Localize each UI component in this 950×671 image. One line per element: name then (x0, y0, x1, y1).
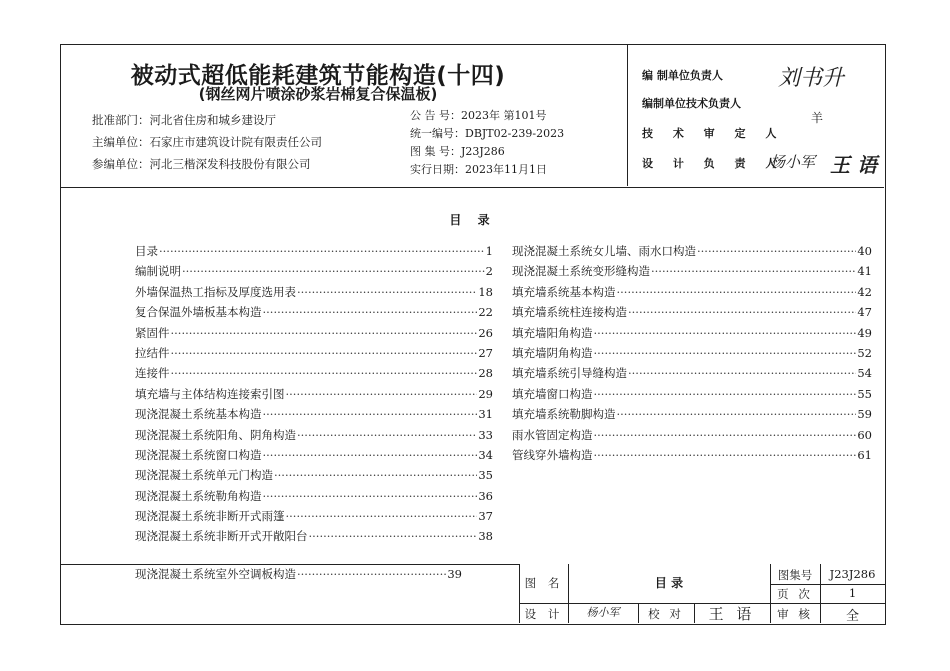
signature-unit-head: 刘书升 (778, 66, 845, 91)
toc-item-page: 54 (857, 366, 872, 381)
tb-line (770, 584, 885, 585)
tb-check-label: 校 对 (648, 607, 684, 621)
toc-item-page: 61 (857, 447, 872, 462)
role-tech-head: 编制单位技术负责人 (642, 97, 741, 110)
toc-item[interactable] (512, 425, 872, 445)
signature-panel (628, 45, 884, 186)
toc-leader (171, 363, 478, 383)
toc-item[interactable] (135, 363, 493, 383)
toc-leader (297, 425, 477, 445)
toc-item-title: 现浇混凝土系统窗口构造 (135, 447, 262, 462)
unified-no: 统一编号：DBJT02-239-2023 (410, 127, 565, 140)
toc-leader (594, 425, 857, 445)
toc-item[interactable] (135, 384, 493, 404)
toc-leader (594, 343, 857, 363)
toc-item-page: 1 (485, 244, 493, 258)
toc-item-title: 填充墙阴角构造 (512, 345, 593, 360)
toc-item[interactable] (135, 486, 493, 506)
signature-design-head-1: 杨小军 (770, 153, 816, 171)
toc-item-page: 41 (857, 264, 872, 279)
tb-review-label: 审 核 (777, 607, 813, 621)
toc-item-page: 34 (478, 447, 493, 462)
toc-item-page: 18 (478, 284, 493, 299)
tb-page-no-label: 页 次 (777, 587, 813, 601)
tb-design-signature: 杨小军 (586, 606, 620, 619)
toc-item-title: 现浇混凝土系统基本构造 (135, 407, 262, 422)
tb-drawing-name: 目 录 (654, 576, 684, 590)
toc-item-title: 现浇混凝土系统非断开式雨篷 (135, 509, 285, 524)
toc-item-title: 紧固件 (135, 325, 170, 340)
toc-item-title: 现浇混凝土系统勒角构造 (135, 488, 262, 503)
toc-leader (263, 445, 478, 465)
header-info (61, 45, 628, 186)
atlas-no: 图 集 号：J23J286 (410, 145, 505, 158)
toc-item[interactable] (135, 343, 493, 363)
signature-tech-head: 羊 (811, 111, 824, 125)
toc-leader (159, 241, 485, 261)
toc-leader (651, 261, 856, 281)
drawing-frame (60, 44, 886, 625)
toc-item[interactable] (135, 302, 493, 322)
toc-leader (617, 282, 857, 302)
toc-item-title: 填充墙系统柱连接构造 (512, 305, 627, 320)
toc-leader (182, 261, 485, 281)
toc-left-column (135, 241, 493, 547)
toc-item[interactable] (135, 465, 493, 485)
approval-dept: 批准部门：河北省住房和城乡建设厅 (92, 113, 276, 127)
toc-item-page: 47 (857, 305, 872, 320)
toc-item-title: 复合保温外墙板基本构造 (135, 305, 262, 320)
toc-item[interactable] (512, 261, 872, 281)
tb-design-label: 设 计 (524, 607, 564, 621)
toc-item[interactable] (135, 261, 493, 281)
toc-item-title: 雨水管固定构造 (512, 427, 593, 442)
toc-leader (697, 241, 856, 261)
toc-item[interactable] (135, 445, 493, 465)
toc-item-page: 35 (478, 468, 493, 483)
toc-item[interactable] (135, 241, 493, 261)
role-tech-reviewer: 技 术 审 定 人 (642, 127, 785, 140)
toc-item-title: 填充墙系统引导缝构造 (512, 366, 627, 381)
toc-item-page: 59 (857, 407, 872, 422)
toc-item-page: 55 (857, 386, 872, 401)
tb-atlas-no: J23J286 (829, 567, 876, 581)
publication-info (410, 107, 564, 179)
participant-unit: 参编单位：河北三楷深发科技股份有限公司 (92, 157, 311, 171)
toc-leader (617, 404, 857, 424)
toc-item-page: 52 (857, 345, 872, 360)
tb-check-name: 王 语 (708, 605, 756, 623)
toc-item-title: 外墙保温热工指标及厚度选用表 (135, 284, 296, 299)
toc-item-title: 现浇混凝土系统阳角、阴角构造 (135, 427, 296, 442)
toc-item-page: 22 (478, 305, 493, 320)
toc-item-page: 38 (478, 529, 493, 544)
toc-item[interactable] (512, 384, 872, 404)
toc-leader (628, 363, 856, 383)
toc-leader (628, 302, 856, 322)
toc-item-page: 27 (478, 345, 493, 360)
header-block (61, 45, 884, 188)
toc-item[interactable] (135, 526, 493, 546)
toc-leader (263, 302, 478, 322)
chief-editor: 主编单位：石家庄市建筑设计院有限责任公司 (92, 135, 322, 149)
notice-no: 公 告 号：2023年 第101号 (410, 109, 547, 122)
toc-leader (594, 445, 857, 465)
role-unit-head: 编 制单位负责人 (642, 69, 723, 82)
toc-item-title: 连接件 (135, 366, 170, 381)
toc-item[interactable] (512, 343, 872, 363)
toc-leader (263, 404, 478, 424)
effective-date: 实行日期：2023年11月1日 (410, 163, 547, 176)
toc-item-page: 26 (478, 325, 493, 340)
toc-item[interactable] (135, 282, 493, 302)
toc-leader (297, 282, 477, 302)
org-info (92, 109, 322, 175)
toc-item-title: 现浇混凝土系统非断开式开敞阳台 (135, 529, 308, 544)
toc-leader (171, 343, 478, 363)
toc-heading: 目 录 (449, 213, 496, 227)
toc-item[interactable] (512, 282, 872, 302)
toc-leader (309, 526, 478, 546)
toc-item-page: 60 (857, 427, 872, 442)
toc-item[interactable] (135, 564, 462, 584)
toc-item-title: 填充墙窗口构造 (512, 386, 593, 401)
toc-item-title: 填充墙阳角构造 (512, 325, 593, 340)
toc-item-title: 现浇混凝土系统单元门构造 (135, 468, 273, 483)
toc-last-item-wrap (135, 564, 462, 584)
signature-design-head-2: 王 语 (830, 153, 877, 177)
toc-item-title: 管线穿外墙构造 (512, 447, 593, 462)
toc-item[interactable] (135, 323, 493, 343)
toc-item[interactable] (135, 404, 493, 424)
toc-item[interactable] (512, 404, 872, 424)
toc-leader (274, 465, 477, 485)
sub-title: (钢丝网片喷涂砂浆岩棉复合保温板) (198, 85, 438, 103)
title-block (519, 564, 884, 623)
main-title: 被动式超低能耗建筑节能构造(十四) (130, 63, 506, 89)
tb-atlas-no-label: 图集号 (777, 568, 813, 582)
toc-item-title: 填充墙与主体结构连接索引图 (135, 386, 285, 401)
toc-item-page: 36 (478, 488, 493, 503)
tb-page-no: 1 (848, 586, 857, 600)
toc-right-column (512, 241, 872, 465)
toc-leader (171, 323, 478, 343)
toc-item-page: 2 (485, 264, 493, 279)
toc-leader (286, 506, 478, 526)
tb-drawing-name-label: 图 名 (524, 576, 564, 590)
tb-review-value: 全 (845, 609, 859, 624)
toc-item[interactable] (512, 363, 872, 383)
toc-leader (263, 486, 478, 506)
toc-item[interactable] (512, 302, 872, 322)
toc-item-page: 49 (857, 325, 872, 340)
toc-leader (297, 564, 446, 584)
toc-item-title: 填充墙系统勒脚构造 (512, 407, 616, 422)
toc-leader (594, 384, 857, 404)
toc-item-page: 40 (857, 244, 872, 258)
toc-item-title: 填充墙系统基本构造 (512, 284, 616, 299)
toc-item-title: 现浇混凝土系统变形缝构造 (512, 264, 650, 279)
toc-item-title: 编制说明 (135, 264, 181, 279)
toc-item-title: 现浇混凝土系统女儿墙、雨水口构造 (512, 244, 696, 258)
toc-item-page: 29 (478, 386, 493, 401)
toc-leader (594, 323, 857, 343)
toc-item-title: 拉结件 (135, 345, 170, 360)
toc-item[interactable] (135, 506, 493, 526)
role-design-head: 设 计 负 责 人 (642, 157, 785, 170)
toc-item-page: 28 (478, 366, 493, 381)
toc-item[interactable] (512, 323, 872, 343)
toc-item-page: 31 (478, 407, 493, 422)
toc-item-page: 33 (478, 427, 493, 442)
toc-item[interactable] (135, 425, 493, 445)
toc-item-page: 42 (857, 284, 872, 299)
toc-item[interactable] (512, 241, 872, 261)
toc-item[interactable] (512, 445, 872, 465)
toc-item-page: 39 (447, 567, 462, 581)
toc-leader (286, 384, 478, 404)
toc-item-page: 37 (478, 509, 493, 524)
toc-item-title: 现浇混凝土系统室外空调板构造 (135, 567, 296, 581)
toc-item-title: 目录 (135, 244, 158, 258)
